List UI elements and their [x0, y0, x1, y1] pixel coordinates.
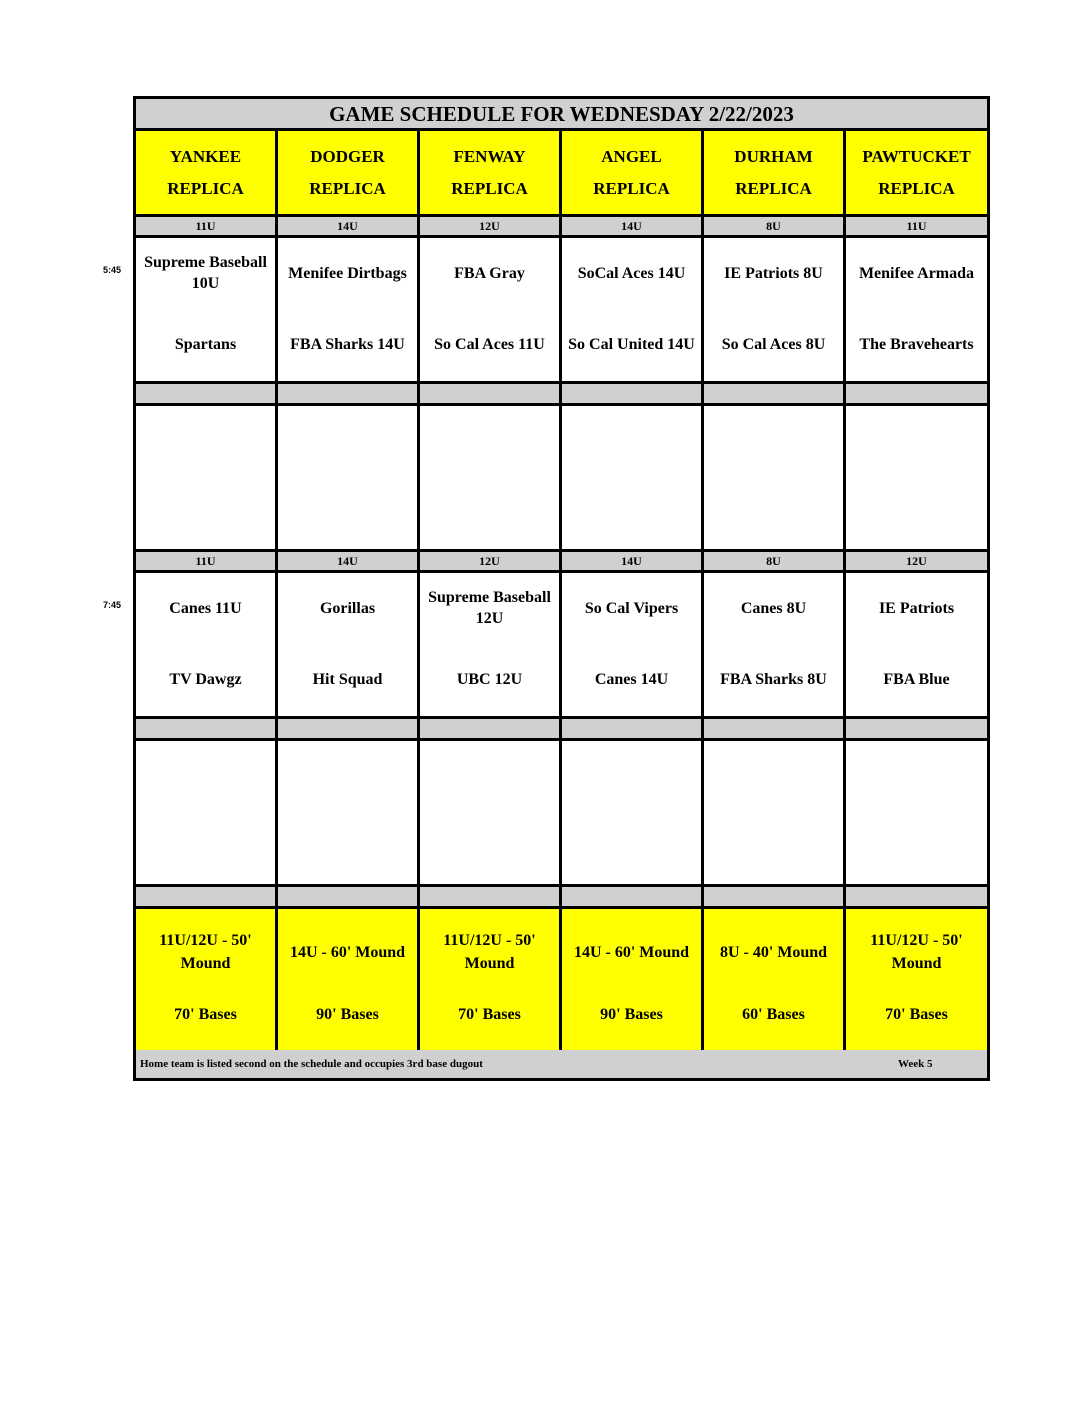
- divider-cell: [846, 719, 987, 741]
- empty-cell: [420, 741, 562, 887]
- field-name: DODGER: [310, 146, 385, 166]
- game-row-slot-2: [136, 573, 987, 719]
- schedule-table: [133, 96, 990, 1081]
- home-team-note: Home team is listed second on the schedule and occupies 3rd base dugout: [140, 1058, 483, 1070]
- age-label: 11U: [846, 217, 987, 238]
- mound-distance: 11U/12U - 50' Mound: [870, 932, 963, 972]
- field-header: [846, 131, 987, 217]
- game-cell: [278, 238, 420, 384]
- empty-row: [136, 406, 987, 552]
- away-team: Canes 8U: [740, 599, 807, 617]
- empty-cell: [278, 741, 420, 887]
- time-label-1: 5:45: [103, 265, 122, 275]
- age-label: 8U: [704, 552, 846, 573]
- game-cell: [562, 238, 704, 384]
- field-rules: [278, 909, 420, 1056]
- game-cell: [704, 238, 846, 384]
- divider-cell: [136, 384, 278, 406]
- home-team: TV Dawgz: [169, 670, 242, 688]
- schedule-title: GAME SCHEDULE FOR WEDNESDAY 2/22/2023: [136, 99, 987, 131]
- away-team: Supreme Baseball 10U: [144, 254, 267, 292]
- age-row-slot-1: [136, 217, 987, 238]
- field-sub: REPLICA: [878, 178, 955, 198]
- divider-cell: [278, 719, 420, 741]
- divider-cell: [420, 719, 562, 741]
- field-name: FENWAY: [453, 146, 526, 166]
- base-distance: 60' Bases: [742, 1006, 805, 1023]
- age-label: 14U: [562, 552, 704, 573]
- field-header: [562, 131, 704, 217]
- mound-distance: 14U - 60' Mound: [573, 943, 690, 961]
- home-team: So Cal United 14U: [568, 335, 695, 353]
- away-team: Menifee Armada: [858, 264, 975, 282]
- divider-cell: [562, 384, 704, 406]
- field-rules: [420, 909, 562, 1056]
- age-label: 11U: [136, 217, 278, 238]
- field-rules-row: [136, 909, 987, 1056]
- field-sub: REPLICA: [451, 178, 528, 198]
- age-label: 12U: [420, 552, 562, 573]
- empty-cell: [420, 406, 562, 552]
- age-label: 14U: [278, 217, 420, 238]
- divider-cell: [278, 887, 420, 909]
- divider-row: [136, 887, 987, 909]
- away-team: IE Patriots: [878, 599, 955, 617]
- empty-cell: [846, 406, 987, 552]
- empty-cell: [136, 741, 278, 887]
- field-header: [704, 131, 846, 217]
- field-name: YANKEE: [169, 146, 242, 166]
- field-rules: [136, 909, 278, 1056]
- mound-distance: 11U/12U - 50' Mound: [443, 932, 536, 972]
- home-team: FBA Blue: [883, 670, 950, 688]
- empty-cell: [136, 406, 278, 552]
- field-sub: REPLICA: [735, 178, 812, 198]
- age-label: 8U: [704, 217, 846, 238]
- field-name: PAWTUCKET: [862, 146, 971, 166]
- empty-cell: [278, 406, 420, 552]
- away-team: Canes 11U: [169, 599, 242, 617]
- base-distance: 70' Bases: [885, 1006, 948, 1023]
- field-sub: REPLICA: [309, 178, 386, 198]
- divider-cell: [136, 719, 278, 741]
- empty-cell: [562, 406, 704, 552]
- field-header: [420, 131, 562, 217]
- home-team: So Cal Aces 11U: [434, 335, 545, 353]
- away-team: Gorillas: [319, 599, 376, 617]
- field-rules: [704, 909, 846, 1056]
- away-team: So Cal Vipers: [584, 599, 679, 617]
- field-sub: REPLICA: [593, 178, 670, 198]
- schedule-grid: [136, 131, 987, 1056]
- divider-cell: [562, 887, 704, 909]
- age-label: 14U: [278, 552, 420, 573]
- age-label: 12U: [420, 217, 562, 238]
- home-team: Hit Squad: [312, 670, 383, 688]
- divider-cell: [704, 887, 846, 909]
- home-team: Canes 14U: [594, 670, 669, 688]
- divider-cell: [562, 719, 704, 741]
- age-row-slot-2: [136, 552, 987, 573]
- home-team: FBA Sharks 8U: [720, 670, 827, 688]
- divider-cell: [846, 384, 987, 406]
- game-cell: [562, 573, 704, 719]
- away-team: Menifee Dirtbags: [288, 264, 407, 282]
- field-sub: REPLICA: [167, 178, 244, 198]
- empty-cell: [562, 741, 704, 887]
- game-cell: [704, 573, 846, 719]
- empty-row: [136, 741, 987, 887]
- home-team: Spartans: [174, 335, 237, 353]
- base-distance: 70' Bases: [174, 1006, 237, 1023]
- empty-cell: [704, 406, 846, 552]
- home-team: UBC 12U: [456, 670, 523, 688]
- divider-cell: [420, 887, 562, 909]
- divider-cell: [136, 887, 278, 909]
- base-distance: 90' Bases: [600, 1006, 663, 1023]
- home-team: FBA Sharks 14U: [290, 335, 405, 353]
- mound-distance: 14U - 60' Mound: [289, 943, 406, 961]
- divider-row: [136, 384, 987, 406]
- empty-cell: [704, 741, 846, 887]
- base-distance: 90' Bases: [316, 1006, 379, 1023]
- time-label-2: 7:45: [103, 600, 122, 610]
- divider-cell: [704, 384, 846, 406]
- base-distance: 70' Bases: [458, 1006, 521, 1023]
- mound-distance: 11U/12U - 50' Mound: [159, 932, 252, 972]
- footer: [136, 1050, 987, 1078]
- field-header: [278, 131, 420, 217]
- divider-cell: [420, 384, 562, 406]
- away-team: FBA Gray: [454, 264, 525, 282]
- divider-cell: [704, 719, 846, 741]
- age-label: 14U: [562, 217, 704, 238]
- divider-row: [136, 719, 987, 741]
- age-label: 11U: [136, 552, 278, 573]
- week-label: Week 5: [898, 1058, 933, 1070]
- empty-cell: [846, 741, 987, 887]
- field-rules: [562, 909, 704, 1056]
- game-cell: [846, 573, 987, 719]
- field-rules: [846, 909, 987, 1056]
- away-team: IE Patriots 8U: [724, 264, 823, 282]
- away-team: Supreme Baseball 12U: [428, 589, 551, 627]
- game-cell: [278, 573, 420, 719]
- field-header-row: [136, 131, 987, 217]
- home-team: The Bravehearts: [859, 335, 974, 353]
- game-cell: [420, 573, 562, 719]
- game-cell: [136, 573, 278, 719]
- game-cell: [420, 238, 562, 384]
- mound-distance: 8U - 40' Mound: [719, 943, 828, 961]
- away-team: SoCal Aces 14U: [577, 264, 686, 282]
- divider-cell: [846, 887, 987, 909]
- age-label: 12U: [846, 552, 987, 573]
- field-name: ANGEL: [601, 146, 662, 166]
- field-name: DURHAM: [734, 146, 813, 166]
- home-team: So Cal Aces 8U: [721, 335, 826, 353]
- game-cell: [136, 238, 278, 384]
- field-header: [136, 131, 278, 217]
- game-row-slot-1: [136, 238, 987, 384]
- divider-cell: [278, 384, 420, 406]
- game-cell: [846, 238, 987, 384]
